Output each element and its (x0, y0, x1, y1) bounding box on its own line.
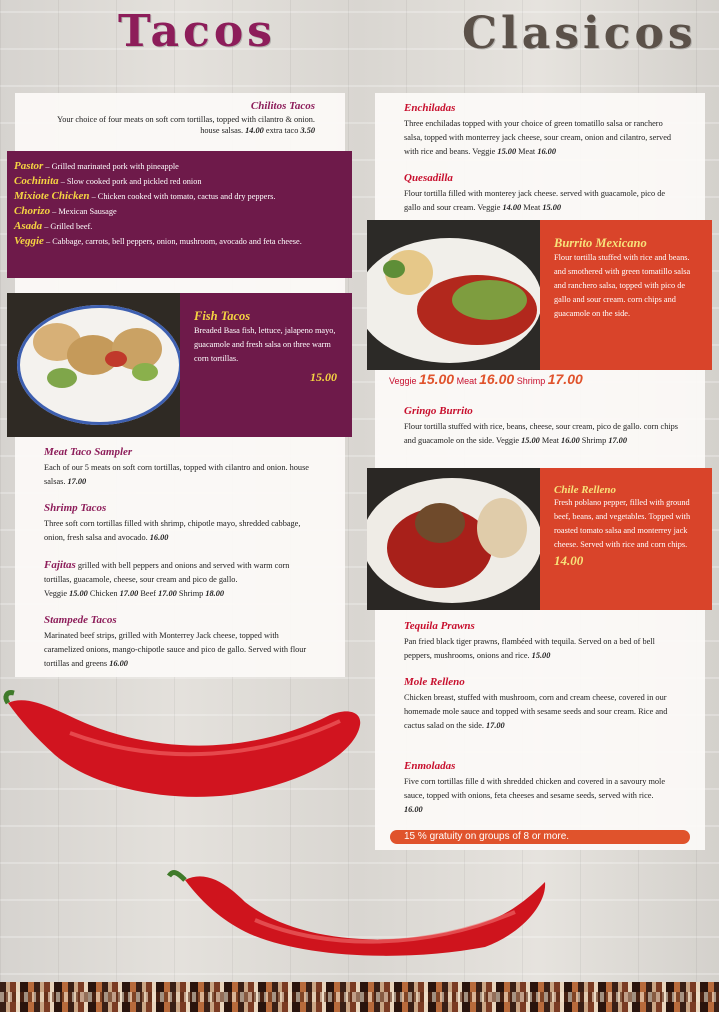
enmoladas-desc-text: Five corn tortillas fille d with shredded chicken and covered in a savoury mole sauce, topped with onions, feta cheeses and sesame seeds, served with rice. (404, 777, 666, 800)
burrito-mexicano-box (540, 220, 712, 370)
meat-option-name: Asada (14, 220, 43, 232)
meat-option-desc: – Mexican Sausage (52, 207, 117, 216)
mole-relleno (404, 676, 669, 733)
meat-list (14, 159, 344, 249)
chile-relleno-desc: Fresh poblano pepper, filled with ground beef, beans, and vegetables. Topped with roasted tomato salsa and monterrey jack cheese. Served with rice and corn chips. (554, 498, 691, 549)
fajitas-desc-text: grilled with bell peppers and onions and served with warm corn tortillas, guacamole, cheese, sour cream and pico de gallo. (44, 561, 290, 584)
enchiladas-veggie-label: Veggie (472, 147, 496, 156)
shrimp-tacos-desc (44, 517, 314, 545)
tequila-desc-text: Pan fried black tiger prawns, flambéed with tequila. Served on a bed of bell peppers, mushrooms, onions and rice. (404, 637, 655, 660)
stampede-price: 16.00 (109, 659, 128, 668)
enchiladas-veggie-price: 15.00 (497, 147, 517, 156)
stampede-desc-text: Marinated beef strips, grilled with Monterrey Jack cheese, topped with caramelized onions, mango-chipotle sauce and pico de gallo. Served with flour tortillas and greens (44, 631, 307, 668)
mole-relleno-desc (404, 691, 669, 733)
red-chili-pepper-illustration (0, 685, 365, 805)
stampede-name: Stampede Tacos (44, 614, 117, 626)
fajitas-chicken-price: 17.00 (119, 589, 139, 598)
fajitas-shrimp-label: Shrimp (178, 589, 204, 598)
sampler-desc (44, 461, 314, 489)
chile-relleno-box (540, 468, 712, 610)
stampede-tacos (44, 614, 314, 671)
enmoladas-name: Enmoladas (404, 760, 456, 772)
meat-option-desc: – Cabbage, carrots, bell peppers, onion, mushroom, avocado and feta cheese. (46, 237, 302, 246)
sampler-price: 17.00 (67, 477, 87, 486)
shrimp-desc-text: Three soft corn tortillas filled with shrimp, chipotle mayo, shredded cabbage, onion, fresh salsa and avocado. (44, 519, 301, 542)
enchiladas (404, 102, 679, 159)
left-items (44, 446, 314, 671)
meat-option (14, 174, 344, 189)
fajitas-desc (44, 558, 314, 601)
meat-taco-sampler (44, 446, 314, 489)
meat-option-name: Mixiote Chicken (14, 190, 90, 202)
mole-relleno-name: Mole Relleno (404, 676, 465, 688)
fajitas-chicken-label: Chicken (89, 589, 118, 598)
fajitas-beef-label: Beef (140, 589, 157, 598)
chile-relleno-name: Chile Relleno (554, 484, 617, 496)
meat-option-desc: – Grilled marinated pork with pineapple (45, 162, 179, 171)
burrito-veggie-label: Veggie (389, 376, 417, 386)
quesadilla-veggie-price: 14.00 (502, 203, 522, 212)
chilitos-tacos-desc (40, 114, 315, 136)
chile-relleno-price: 14.00 (554, 553, 584, 568)
quesadilla-meat-label: Meat (523, 203, 541, 212)
meat-option-desc: – Slow cooked pork and pickled red onion (60, 177, 202, 186)
tacos-title: Tacos (118, 6, 276, 57)
enchiladas-desc-text: Three enchiladas topped with your choice of green tomatillo salsa or ranchero salsa, topped with monterrey jack cheese, sour cream, onion and cilantro, served with rice and beans. (404, 119, 672, 156)
burrito-mexicano-desc: Flour tortilla stuffed with rice and beans. and smothered with green tomatillo salsa and ranchero salsa, topped with pico de gallo and sour cream. corn chips and guacamole on the side. (554, 253, 691, 318)
quesadilla-desc-text: Flour tortilla filled with monterey jack cheese. served with guacamole, pico de gallo and sour cream. (404, 189, 666, 212)
fajitas-veggie-label: Veggie (44, 589, 68, 598)
gringo-meat-label: Meat (541, 436, 559, 445)
meat-option-name: Pastor (14, 160, 44, 172)
shrimp-price: 16.00 (149, 533, 169, 542)
burrito-mexicano-name: Burrito Mexicano (554, 236, 647, 250)
gringo-burrito (404, 405, 679, 448)
fish-tacos-photo (7, 293, 180, 437)
chilitos-tacos-name: Chilitos Tacos (250, 100, 315, 112)
fajitas-name: Fajitas (44, 559, 76, 571)
quesadilla-veggie-label: Veggie (477, 203, 501, 212)
sampler-desc-text: Each of our 5 meats on soft corn tortillas, topped with cilantro and onion. house salsas. (44, 463, 309, 486)
meat-options-box (7, 151, 352, 278)
gringo-shrimp-price: 17.00 (608, 436, 627, 445)
chilitos-price: 14.00 (245, 126, 264, 135)
enchiladas-meat-label: Meat (518, 147, 536, 156)
chilitos-extra-label: extra taco (265, 126, 299, 135)
enmoladas-desc (404, 775, 669, 817)
burrito-mexicano-photo (367, 220, 540, 370)
meat-option (14, 219, 344, 234)
burrito-meat-label: Meat (456, 376, 477, 386)
tequila-prawns-name: Tequila Prawns (404, 620, 475, 632)
enchiladas-desc (404, 117, 679, 159)
fajitas (44, 558, 314, 601)
fish-tacos-desc: Breaded Basa fish, lettuce, jalapeno mayo, guacamole and fresh salsa on three warm corn tortillas. (194, 326, 336, 363)
meat-option-desc: – Grilled beef. (44, 222, 93, 231)
clasicos-title: Clasicos (462, 8, 697, 59)
tequila-price: 15.00 (531, 651, 551, 660)
meat-option (14, 189, 344, 204)
gringo-name: Gringo Burrito (404, 405, 473, 417)
fish-tacos-name: Fish Tacos (194, 309, 251, 323)
shrimp-tacos (44, 502, 314, 545)
gringo-veggie-price: 15.00 (521, 436, 540, 445)
meat-option (14, 204, 344, 219)
mole-price: 17.00 (486, 721, 505, 730)
enmoladas (404, 760, 669, 817)
gratuity-banner: 15 % gratuity on groups of 8 or more. (390, 830, 690, 844)
meat-option-name: Veggie (14, 235, 44, 247)
decorative-border (0, 982, 719, 1012)
tequila-prawns (404, 620, 669, 663)
tequila-prawns-desc (404, 635, 669, 663)
quesadilla-desc (404, 187, 679, 215)
quesadilla (404, 172, 679, 215)
fajitas-beef-price: 17.00 (158, 589, 177, 598)
meat-option (14, 159, 344, 174)
enmoladas-price: 16.00 (404, 805, 423, 814)
chilitos-extra-price: 3.50 (300, 126, 315, 135)
meat-option-desc: – Chicken cooked with tomato, cactus and dry peppers. (91, 192, 276, 201)
chile-relleno-photo (367, 468, 540, 610)
shrimp-tacos-name: Shrimp Tacos (44, 502, 107, 514)
stampede-desc (44, 629, 314, 671)
burrito-veggie-price: 15.00 (419, 371, 455, 387)
fish-tacos-box (180, 293, 352, 437)
burrito-meat-price: 16.00 (479, 371, 515, 387)
chilitos-desc-text: Your choice of four meats on soft corn tortillas, topped with cilantro & onion. house salsas. (57, 115, 315, 135)
burrito-mexicano-prices (389, 371, 583, 387)
meat-option (14, 234, 344, 249)
enchiladas-name: Enchiladas (404, 102, 456, 114)
red-chili-pepper-illustration-bottom (165, 862, 550, 962)
gringo-veggie-label: Veggie (496, 436, 520, 445)
mole-desc-text: Chicken breast, stuffed with mushroom, corn and cream cheese, covered in our homemade mole sauce and topped with sesame seeds and sour cream. Rice and cactus salad on the side. (404, 693, 668, 730)
gringo-shrimp-label: Shrimp (581, 436, 607, 445)
burrito-shrimp-label: Shrimp (516, 376, 546, 386)
chilitos-tacos (40, 100, 315, 136)
sampler-name: Meat Taco Sampler (44, 446, 133, 458)
quesadilla-meat-price: 15.00 (542, 203, 562, 212)
gringo-desc-text: Flour tortilla stuffed with rice, beans, cheese, sour cream, pico de gallo. corn chips and guacamole on the side. (404, 422, 679, 445)
gringo-meat-price: 16.00 (561, 436, 580, 445)
fajitas-veggie-price: 15.00 (69, 589, 88, 598)
fajitas-shrimp-price: 18.00 (205, 589, 225, 598)
burrito-shrimp-price: 17.00 (547, 371, 583, 387)
enchiladas-meat-price: 16.00 (537, 147, 556, 156)
meat-option-name: Chorizo (14, 205, 51, 217)
gringo-desc (404, 420, 679, 448)
quesadilla-name: Quesadilla (404, 172, 453, 184)
meat-option-name: Cochinita (14, 175, 59, 187)
fish-tacos-price: 15.00 (310, 370, 337, 384)
